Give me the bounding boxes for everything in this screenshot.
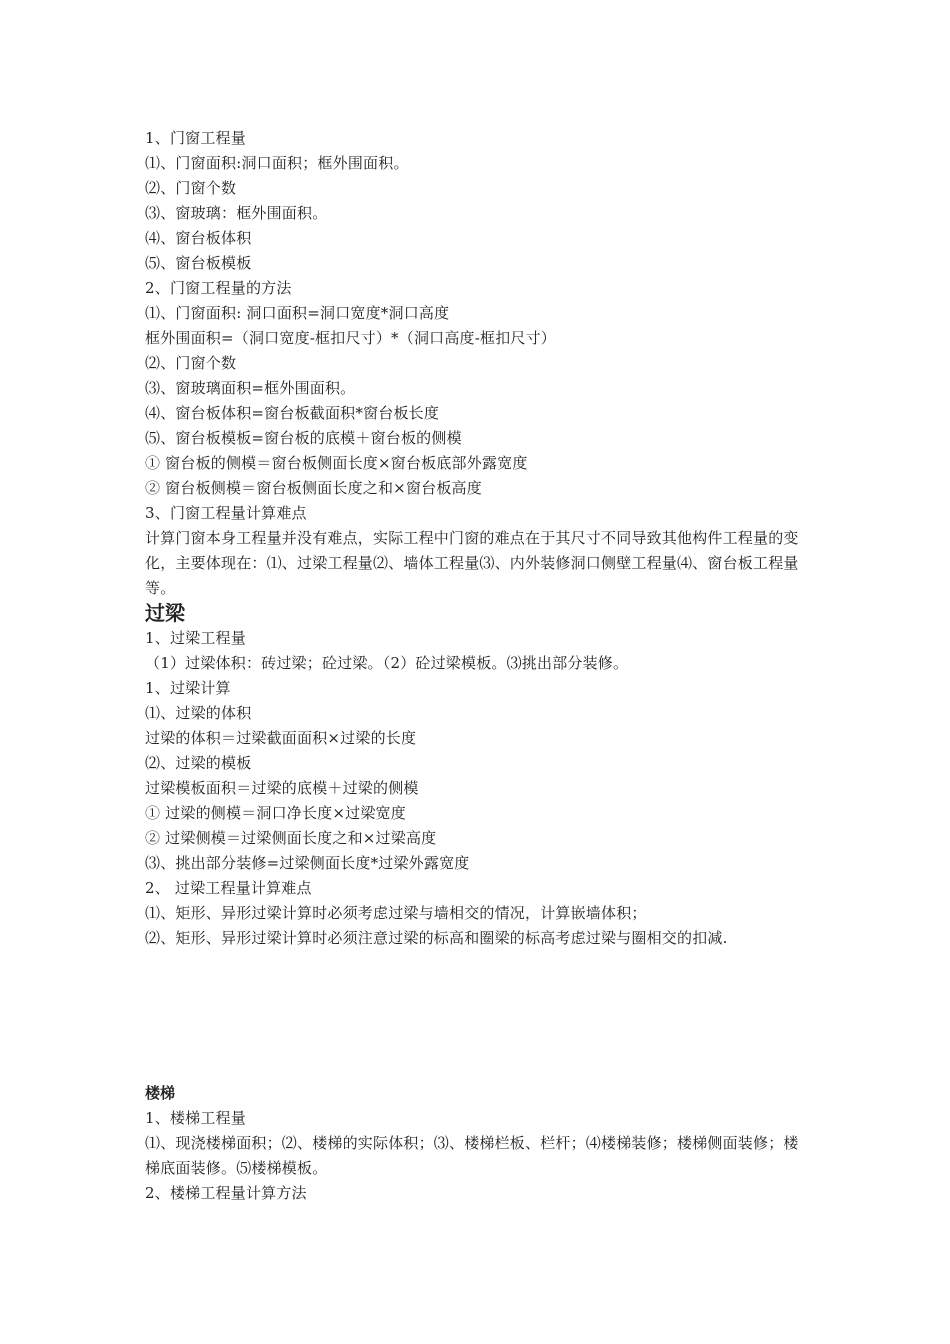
doors-method-glass: ⑶、窗玻璃面积=框外围面积。 (145, 379, 356, 397)
doors-item-sill-formwork: ⑸、窗台板模板 (145, 254, 252, 272)
section-stairs (145, 1081, 810, 1206)
doors-method-count: ⑵、门窗个数 (145, 354, 237, 372)
lintel-side-form-2: ② 过梁侧模＝过梁侧面长度之和×过梁高度 (145, 829, 437, 847)
doors-method-side-form-2: ② 窗台板侧模＝窗台板侧面长度之和×窗台板高度 (145, 479, 482, 497)
lintel-overhang-finish: ⑶、挑出部分装修=过梁侧面长度*过梁外露宽度 (145, 854, 470, 872)
stairs-quantity-paragraph: ⑴、现浇楼梯面积；⑵、楼梯的实际体积；⑶、楼梯栏板、栏杆；⑷楼梯装修；楼梯侧面装修；楼梯底面装修。⑸楼梯模板。 (145, 1134, 799, 1177)
doors-method-sill-formwork: ⑸、窗台板模板=窗台板的底模＋窗台板的侧模 (145, 429, 462, 447)
doors-heading-difficulty: 3、门窗工程量计算难点 (145, 504, 307, 522)
doors-item-area: ⑴、门窗面积:洞口面积；框外围面积。 (145, 154, 409, 172)
lintel-difficulty-2: ⑵、矩形、异形过梁计算时必须注意过梁的标高和圈梁的标高考虑过梁与圈相交的扣减. (145, 929, 728, 947)
section-doors-windows (145, 126, 810, 601)
stairs-heading-method: 2、楼梯工程量计算方法 (145, 1184, 307, 1202)
doors-method-frame-area: 框外围面积=（洞口宽度-框扣尺寸）*（洞口高度-框扣尺寸） (145, 329, 557, 347)
doors-heading-quantity: 1、门窗工程量 (145, 129, 246, 147)
lintel-title: 过梁 (145, 601, 185, 625)
lintel-formwork-formula: 过梁模板面积＝过梁的底模＋过梁的侧模 (145, 779, 419, 797)
doors-item-count: ⑵、门窗个数 (145, 179, 237, 197)
lintel-side-form-1: ① 过梁的侧模＝洞口净长度×过梁宽度 (145, 804, 406, 822)
lintel-formwork-heading: ⑵、过梁的模板 (145, 754, 252, 772)
lintel-difficulty-1: ⑴、矩形、异形过梁计算时必须考虑过梁与墙相交的情况，计算嵌墙体积； (145, 904, 647, 922)
blank-gap (145, 951, 810, 1081)
doors-item-glass: ⑶、窗玻璃：框外围面积。 (145, 204, 328, 222)
doors-difficulty-paragraph: 计算门窗本身工程量并没有难点，实际工程中门窗的难点在于其尺寸不同导致其他构件工程量的变化，主要体现在：⑴、过梁工程量⑵、墙体工程量⑶、内外装修洞口侧壁工程量⑷、窗台板工程量等。 (145, 529, 799, 597)
lintel-heading-difficulty: 2、 过梁工程量计算难点 (145, 879, 312, 897)
doors-method-sill-volume: ⑷、窗台板体积=窗台板截面积*窗台板长度 (145, 404, 440, 422)
doors-method-side-form-1: ① 窗台板的侧模＝窗台板侧面长度×窗台板底部外露宽度 (145, 454, 528, 472)
lintel-volume-formula: 过梁的体积＝过梁截面面积×过梁的长度 (145, 729, 417, 747)
lintel-heading-quantity: 1、过梁工程量 (145, 629, 246, 647)
stairs-title: 楼梯 (145, 1084, 176, 1102)
doors-item-sill-volume: ⑷、窗台板体积 (145, 229, 252, 247)
lintel-quantity-items: （1）过梁体积：砖过梁；砼过梁。（2）砼过梁模板。⑶挑出部分装修。 (145, 654, 629, 672)
doors-method-area: ⑴、门窗面积: 洞口面积=洞口宽度*洞口高度 (145, 304, 450, 322)
section-lintel (145, 601, 810, 951)
stairs-heading-quantity: 1、楼梯工程量 (145, 1109, 246, 1127)
doors-heading-method: 2、门窗工程量的方法 (145, 279, 292, 297)
lintel-heading-calc: 1、过梁计算 (145, 679, 231, 697)
lintel-volume-heading: ⑴、过梁的体积 (145, 704, 252, 722)
document-page (145, 126, 810, 1206)
